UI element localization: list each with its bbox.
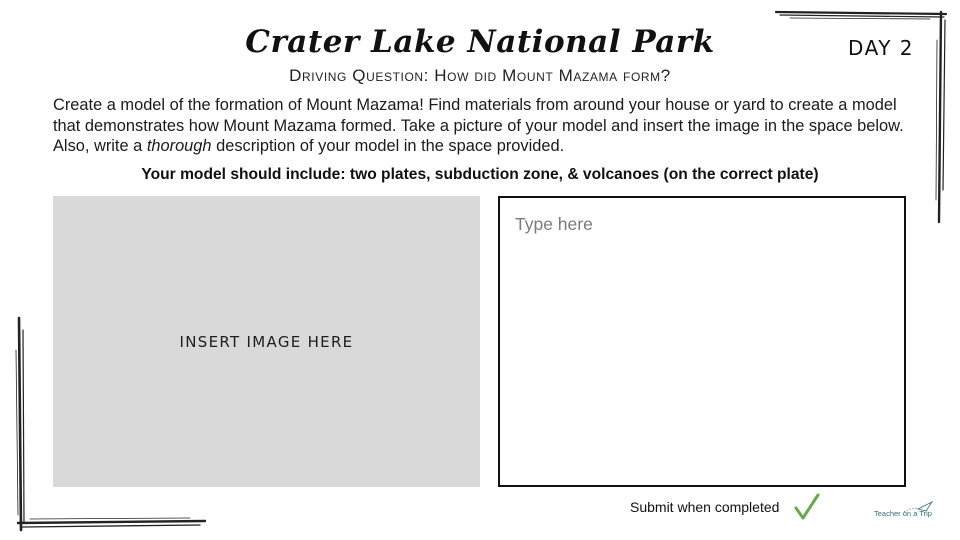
day-label: DAY 2: [848, 36, 914, 60]
submit-note: Submit when completed: [630, 499, 780, 515]
page-title: Crater Lake National Park: [245, 24, 715, 60]
image-placeholder[interactable]: [53, 196, 480, 487]
description-placeholder: Type here: [515, 214, 593, 234]
check-icon: [794, 493, 820, 521]
instructions-part2: description of your model in the space provided.: [211, 137, 565, 155]
logo-text: Teacher on a Trip: [874, 509, 932, 518]
driving-question: Driving Question: How did Mount Mazama form?: [289, 66, 671, 85]
instructions-emphasis: thorough: [146, 137, 212, 155]
image-placeholder-label: INSERT IMAGE HERE: [179, 332, 354, 351]
description-text-box[interactable]: [498, 196, 906, 487]
instructions-part1: Create a model of the formation of Mount Mazama! Find materials from around your house or yard to create a model that demonstrates how Mount Mazama formed. Take a picture of your model and insert the image in the space below. Also, write a: [53, 96, 904, 155]
teacher-on-a-trip-logo-icon: [874, 500, 938, 520]
instructions-paragraph: [53, 95, 913, 157]
model-requirement: Your model should include: two plates, subduction zone, & volcanoes (on the correct plate): [141, 166, 819, 183]
